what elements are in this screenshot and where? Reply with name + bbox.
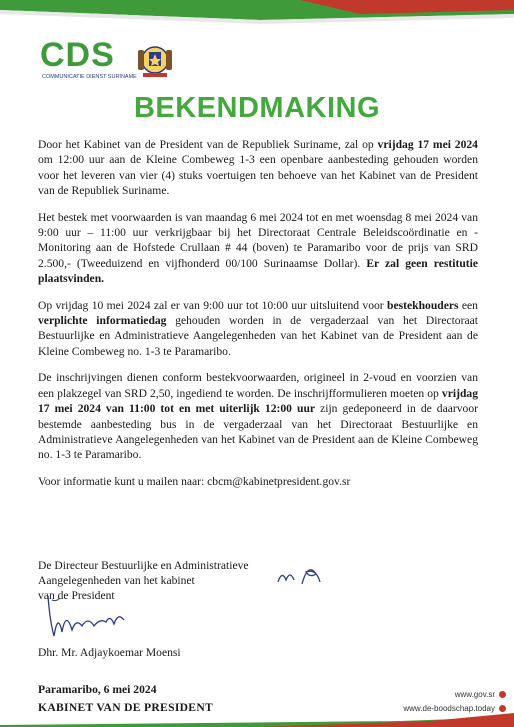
date-line: Paramaribo, 6 mei 2024 bbox=[38, 683, 157, 696]
footer-link-gov[interactable]: www.gov.sr bbox=[403, 688, 506, 702]
cds-logo-subtitle: COMMUNICATIE DIENST SURINAME bbox=[42, 74, 137, 80]
footer-link-boodschap[interactable]: www.de-boodschap.today bbox=[403, 702, 506, 716]
signatory-name: Dhr. Mr. Adjaykoemar Moensi bbox=[38, 646, 181, 659]
signature-title-line-1: De Directeur Bestuurlijke en Administratieve bbox=[38, 559, 249, 572]
signature-title-line-3: van de President bbox=[38, 589, 115, 602]
signature-title-line-2: Aangelegenheden van het kabinet bbox=[38, 574, 195, 587]
paragraph-1: Door het Kabinet van de President van de Republiek Suriname, zal op vrijdag 17 mei 2024 om 12:00 uur aan de Kleine Combeweg 1-3 een openbare aanbesteding gehouden worden voor het leveren van vier (4) stuks voertuigen ten behoeve van het Kabinet van de President van de Republiek Suriname. bbox=[38, 138, 478, 198]
globe-icon bbox=[499, 691, 506, 698]
paragraph-3: Op vrijdag 10 mei 2024 zal er van 9:00 uur tot 10:00 uur uitsluitend voor bestekhouders een verplichte informatiedag gehouden worden in de vergaderzaal van het Directoraat Bestuurlijke en Administratieve Aangelegenheden van het Kabinet van de President aan de Kleine Combeweg no. 1-3 te Paramaribo. bbox=[38, 298, 478, 358]
initials-mark bbox=[272, 558, 332, 590]
contact-line: Voor informatie kunt u mailen naar: cbcm@kabinetpresident.gov.sr bbox=[38, 474, 351, 488]
bottom-decorative-band bbox=[0, 709, 514, 727]
handwritten-signature bbox=[44, 592, 144, 642]
paragraph-2: Het bestek met voorwaarden is van maandag 6 mei 2024 tot en met woensdag 8 mei 2024 van 9:00 uur – 11:00 uur verkrijgbaar bij het Directoraat Centrale Beleidscoördinatie en -Monitoring aan de Hofstede Crullaan # 44 (boven) te Paramaribo voor de prijs van SRD 2.500,- (Tweeduizend en vijfhonderd 00/100 Surinaamse Dollar). Er zal geen restitutie plaatsvinden. bbox=[38, 210, 479, 286]
office-name: KABINET VAN DE PRESIDENT bbox=[38, 701, 214, 714]
cds-logo: CDS bbox=[40, 36, 115, 74]
paragraph-4: De inschrijvingen dienen conform bestekvoorwaarden, origineel in 2-voud en voorzien van een plakzegel van SRD 2,50, ingediend te worden. De inschrijfformulieren moeten op vrijdag 17 mei 2024 van 11:00 tot en met uiterlijk 12:00 uur zijn gedeponeerd in de daarvoor bestemde aanbesteding bus in de vergaderzaal van het Directoraat Bestuurlijke en Administratieve Aangelegenheden van het Kabinet van de President aan de Kleine Combeweg no. 1-3 te Paramaribo. bbox=[38, 371, 478, 462]
announcement-body bbox=[38, 137, 478, 500]
coat-of-arms-icon bbox=[135, 40, 175, 80]
page-title: BEKENDMAKING bbox=[133, 92, 381, 124]
top-decorative-band bbox=[0, 0, 514, 24]
